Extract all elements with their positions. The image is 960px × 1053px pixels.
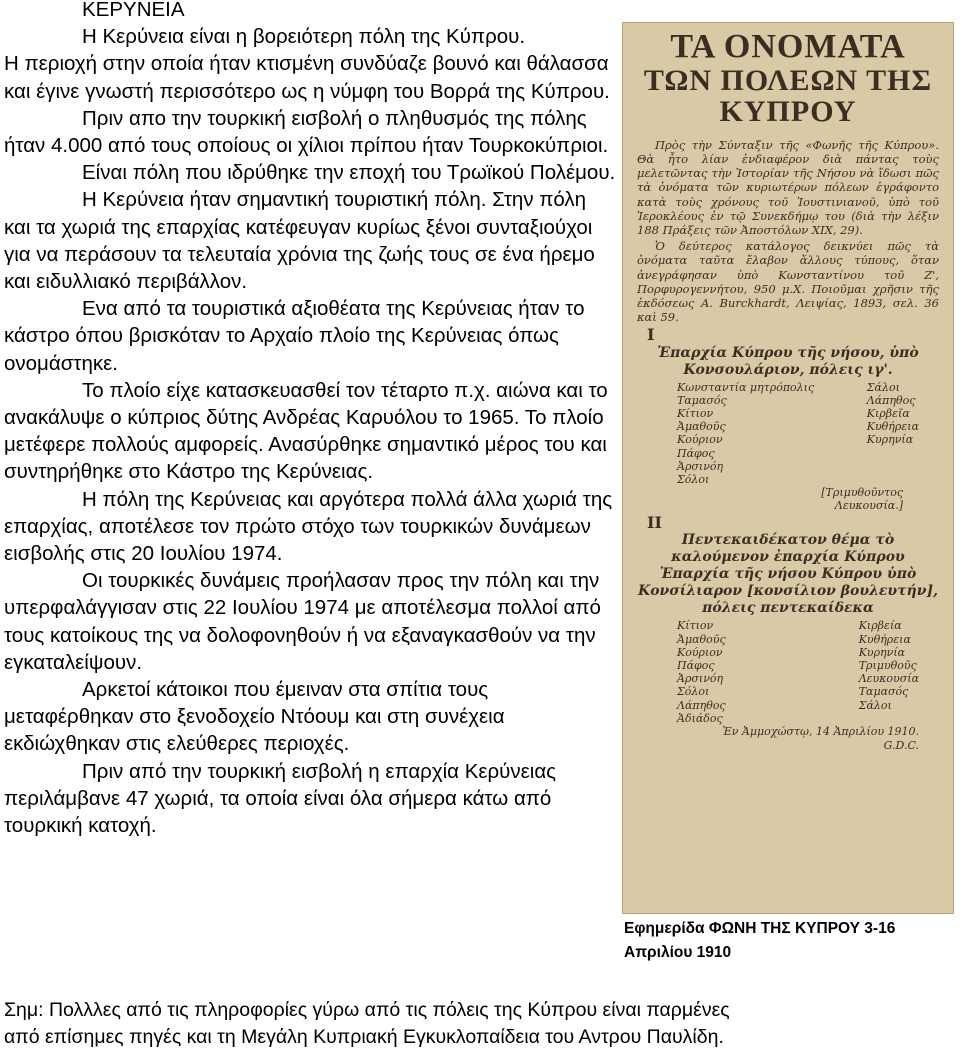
newspaper-clipping	[622, 22, 954, 914]
list-item: Ἀμαθοῦς	[677, 632, 726, 646]
clipping-title-line-2: ΤΩΝ ΠΟΛΕΩΝ ΤΗΣ ΚΥΠΡΟΥ	[643, 63, 933, 129]
footnote	[4, 997, 956, 1051]
list-item: Ἀδιάδος	[677, 711, 723, 725]
clipping-title-line-1: ΤΑ ΟΝΟΜΑΤΑ	[670, 28, 906, 65]
list-item: Κωνσταντία μητρόπολις	[677, 380, 815, 394]
list-item: Σάλοι	[858, 698, 892, 712]
list-item: Πάφος	[677, 658, 715, 672]
list-item: Κυρηνία	[858, 645, 906, 659]
section-numeral-1: Ι	[647, 325, 655, 345]
bracket-note-1a: [Τριμυθοῦντος	[821, 486, 903, 500]
list-item: Κυρηνία	[866, 433, 914, 447]
list-item: Τριμυθοῦς	[858, 658, 917, 672]
list-item: Ἀρσινόη	[677, 459, 724, 473]
caption-line-2: Απριλίου 1910	[624, 944, 732, 961]
clipping-caption	[624, 917, 954, 965]
list-item: Κυθήρεια	[866, 420, 919, 434]
paragraph-6: Ενα από τα τουριστικά αξιοθέατα της Κερύνειας ήταν το κάστρο όπου βρισκόταν το Αρχαίο πλοίο της Κερύνειας όπως ονομάστηκε.	[4, 297, 585, 375]
list-item: Κούριον	[677, 433, 723, 447]
list-item: Λάπηθος	[677, 698, 726, 712]
list-item: Σάλοι	[866, 380, 900, 394]
article-title: ΚΕΡΥΝΕΙΑ	[82, 0, 185, 21]
footnote-line-1: Σημ: Πολλλες από τις πληροφορίες γύρω από τις πόλεις της Κύπρου είναι παρμένες	[4, 999, 730, 1021]
list-item: Ταμασός	[677, 393, 727, 407]
list-item: Λάπηθος	[866, 393, 916, 407]
city-list-2-left	[677, 619, 726, 725]
paragraph-2: Η περιοχή στην οποία ήταν κτισμένη συνδύαζε βουνό και θάλασσα και έγινε γνωστή περισσότερο ως η νύμφη του Βορρά της Κύπρου.	[4, 52, 610, 103]
paragraph-9: Οι τουρκικές δυνάμεις προήλασαν προς την πόλη και την υπερφαλάγγισαν στις 22 Ιουλίου 1974 με αποτέλεσμα πολλοί από τους κατοίκους της να δολοφονηθούν ή να εξαναγκασθούν να την εγκαταλείψουν.	[4, 569, 601, 674]
bracket-note-1b: Λευκουσία.]	[834, 499, 903, 513]
list-item: Κίτιον	[677, 406, 714, 420]
list-item: Σόλοι	[677, 685, 710, 699]
city-list-1	[637, 379, 939, 487]
list-item: Κιρβεία	[858, 619, 902, 633]
caption-line-1: Εφημερίδα ΦΩΝΗ ΤΗΣ ΚΥΠΡΟΥ 3-16	[624, 920, 896, 937]
list-item: Ἀρσινόη	[677, 672, 724, 686]
section-heading-1: Ἐπαρχία Κύπρου τῆς νήσου, ὑπὸ Κονσουλάριον, πόλεις ιγ'.	[657, 344, 919, 378]
paragraph-10: Αρκετοί κάτοικοι που έμειναν στα σπίτια τους μεταφέρθηκαν στο ξενοδοχείο Ντόουμ και στη συνέχεια εκδιώχθηκαν στις ελεύθερες περιοχές.	[4, 678, 505, 756]
list-item: Πάφος	[677, 446, 715, 460]
footnote-line-2: από επίσημες πηγές και τη Μεγάλη Κυπριακή Εγκυκλοπαίδεια του Αντρου Παυλίδη.	[4, 1026, 724, 1048]
paragraph-7: Το πλοίο είχε κατασκευασθεί τον τέταρτο π.χ. αιώνα και το ανακάλυψε ο κύπριος δύτης Ανδρέας Καρυόλου το 1965. Το πλοίο μετέφερε πολλούς αμφορείς. Ανασύρθηκε σημαντικό μέρος του και συντηρήθηκε στο Κάστρο της Κερύνειας.	[4, 378, 608, 484]
list-item: Σόλοι	[677, 472, 710, 486]
clipping-body	[623, 128, 953, 753]
section-heading-2: Πεντεκαιδέκατον θέμα τὸ καλούμενον ἐπαρχία Κύπρου Ἐπαρχία τῆς νήσου Κύπρου ὑπὸ Κονσίλιαρον [κονσίλιον βουλευτήν], πόλεις πεντεκαίδεκα	[638, 532, 938, 617]
city-list-2-right	[859, 619, 919, 725]
list-item: Ταμασός	[858, 685, 909, 699]
main-article	[4, 0, 616, 839]
clipping-date: Ἐν Ἀμμοχώστῳ, 14 Ἀπριλίου 1910.	[722, 724, 919, 738]
paragraph-11: Πριν από την τουρκική εισβολή η επαρχία Κερύνειας περιλάμβανε 47 χωριά, τα οποία είναι όλα σήμερα κάτω από τουρκική κατοχή.	[4, 759, 557, 838]
paragraph-5: Η Κερύνεια ήταν σημαντική τουριστική πόλη. Στην πόλη και τα χωριά της επαρχίας κατέφευγαν κυρίως ξένοι συνταξιούχοι για να περάσουν τα τελευταία χρόνια της ζωής τους σε ένα ήρεμο και ειδυλλιακό περιβάλλον.	[4, 188, 595, 294]
list-item: Κυθήρεια	[858, 632, 911, 646]
paragraph-4: Είναι πόλη που ιδρύθηκε την εποχή του Τρωϊκού Πολέμου.	[82, 161, 616, 185]
section-numeral-2: ΙΙ	[647, 513, 662, 533]
clipping-initials: G.D.C.	[883, 738, 919, 752]
city-list-1-left	[677, 381, 814, 487]
city-list-2	[637, 617, 939, 725]
list-item: Κίτιον	[677, 619, 714, 633]
list-item: Ἀμαθοῦς	[677, 420, 726, 434]
clipping-title	[623, 29, 953, 128]
city-list-1-right	[867, 381, 919, 487]
list-item: Κούριον	[677, 645, 723, 659]
paragraph-8: Η πόλη της Κερύνειας και αργότερα πολλά άλλα χωριά της επαρχίας, αποτέλεσε τον πρώτο στόχο των τουρκικών δυνάμεων εισβολής στις 20 Ιουλίου 1974.	[4, 487, 613, 566]
list-item: Λευκουσία	[858, 672, 919, 686]
list-item: Κιρβεῖα	[866, 406, 910, 420]
paragraph-1: Η Κερύνεια είναι η βορειότερη πόλη της Κύπρου.	[82, 25, 526, 49]
clipping-paragraph-1: Πρὸς τὴν Σύνταξιν τῆς «Φωνῆς τῆς Κύπρου». Θὰ ἦτο λίαν ἐνδιαφέρον διὰ πάντας τοὺς μελετῶντας τὴν Ἱστορίαν τῆς Νήσου νὰ ἴδωσι πῶς τὰ ὀνόματα τῶν κυριωτέρων πόλεων ἐγράφοντο κατὰ τοὺς χρόνους τοῦ Ἰουστινιανοῦ, ὑπὸ τοῦ Ἱεροκλέους ἐν τῷ Συνεκδήμῳ του (διὰ τὴν λέξιν 188 Πράξεις τῶν Ἀποστόλων XIX, 29).	[637, 137, 939, 237]
clipping-paragraph-2: Ὁ δεύτερος κατάλογος δεικνύει πῶς τὰ ὀνόματα ταῦτα ἔλαβον ἄλλους τύπους, ὅταν ἀνεγράφησαν ὑπὸ Κωνσταντίνου τοῦ Ζ', Πορφυρογεννήτου, 950 μ.Χ. Ποιοῦμαι χρῆσιν τῆς ἐκδόσεως A. Burckhardt, Λειψίας, 1893, σελ. 36 καὶ 59.	[637, 239, 939, 325]
paragraph-3: Πριν απο την τουρκική εισβολή ο πληθυσμός της πόλης ήταν 4.000 από τους οποίους οι χίλιοι πρίπου ήταν Τουρκοκύπριοι.	[4, 106, 609, 158]
